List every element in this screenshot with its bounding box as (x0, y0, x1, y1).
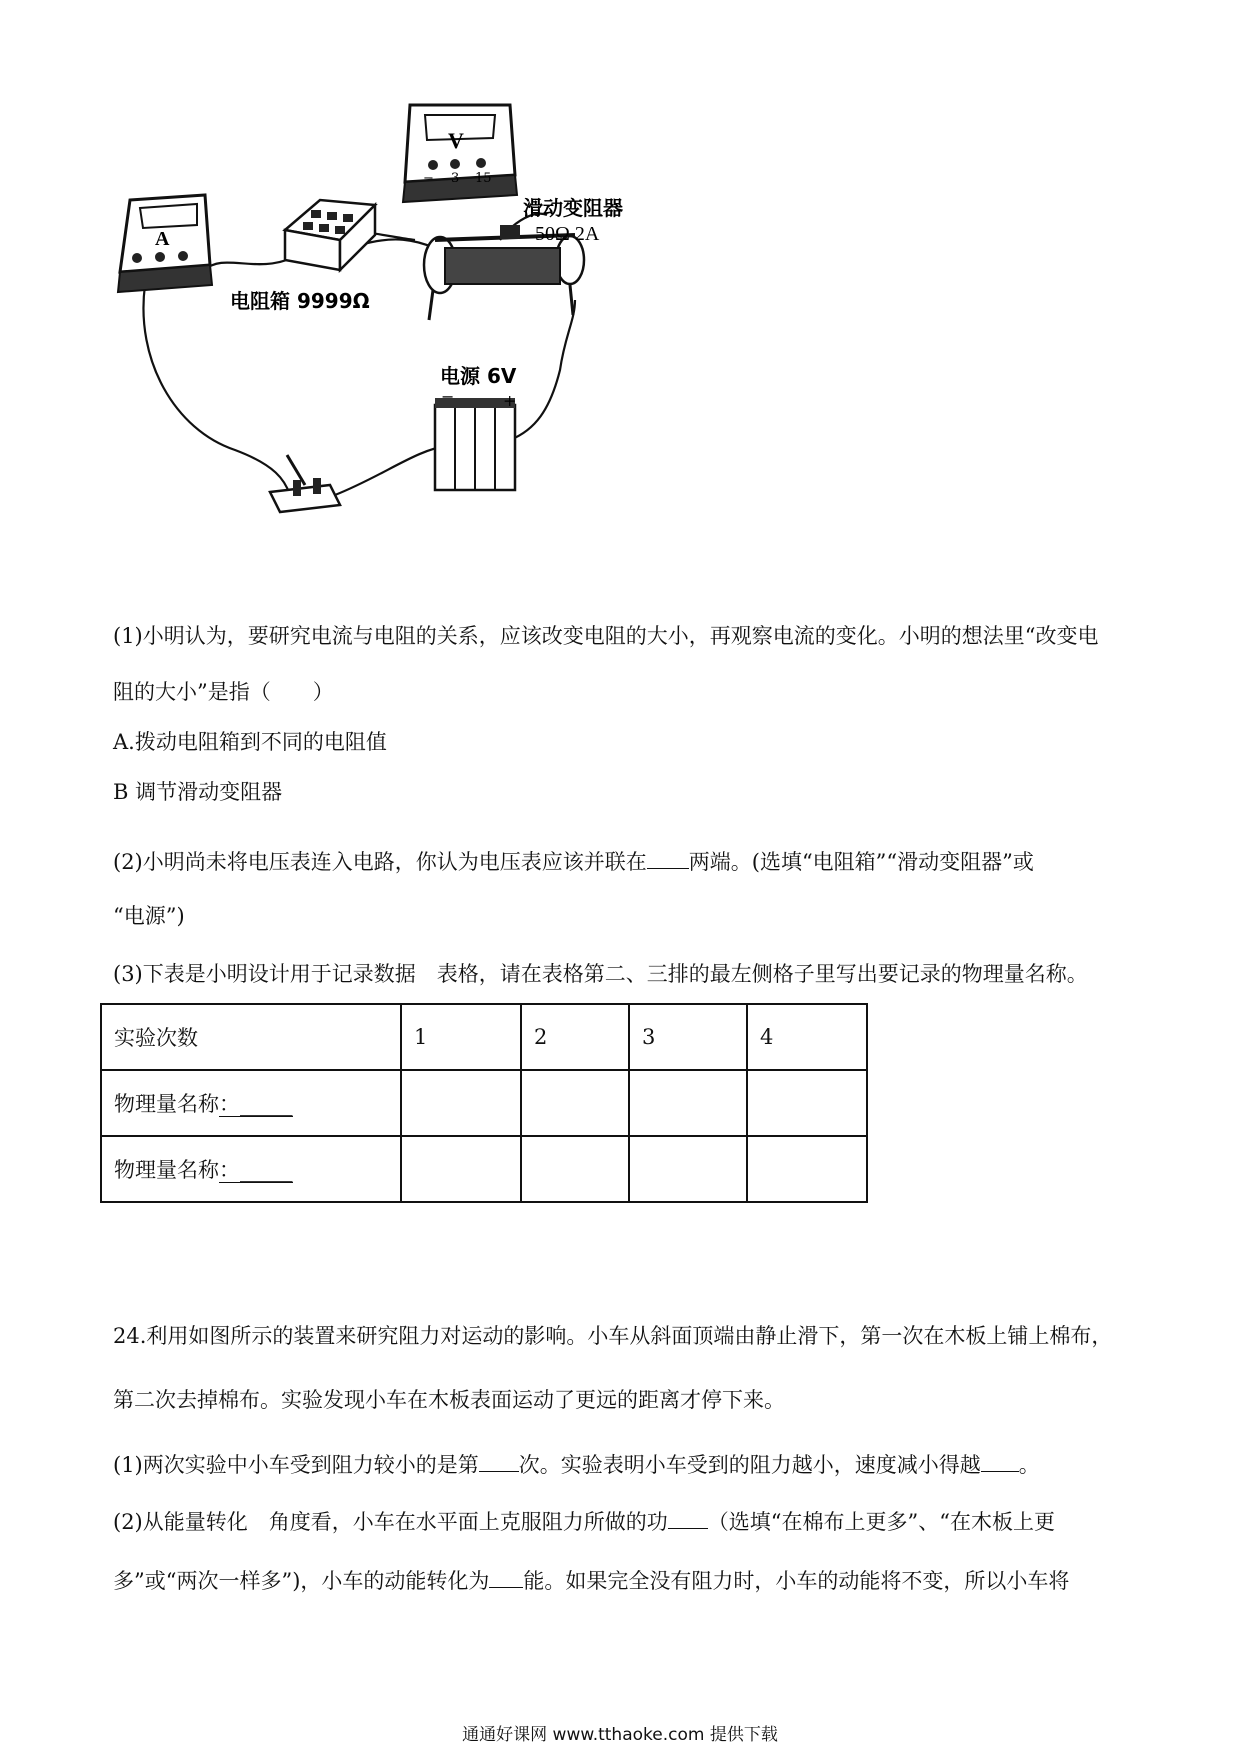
q23-part1-line1: (1)小明认为，要研究电流与电阻的关系，应该改变电阻的大小，再观察电流的变化。小明的想法里“改变电 (113, 624, 1099, 648)
power-label: 电源 6V (440, 364, 517, 388)
q24-part2-line1: (2)从能量转化 角度看，小车在水平面上克服阻力所做的功 （选填“在棉布上更多”、“在木板上更 (113, 1510, 1055, 1534)
voltmeter-symbol: V (448, 128, 464, 153)
table-row (101, 1004, 867, 1070)
table-row (101, 1136, 867, 1202)
knife-switch (270, 455, 340, 512)
ammeter (118, 195, 212, 292)
table-cell[interactable] (401, 1136, 521, 1202)
q23-part2-line2: “电源”) (113, 904, 185, 928)
answer-blank[interactable] (668, 1508, 708, 1529)
q23-part1-line2: 阻的大小”是指（ ） (113, 680, 334, 704)
table-cell[interactable] (747, 1136, 867, 1202)
answer-blank[interactable] (647, 848, 689, 869)
table-col-3: 3 (629, 1004, 747, 1070)
power-terminal-neg: − (441, 387, 455, 406)
q24-part2-line2: 多”或“两次一样多”)，小车的动能转化为 能。如果完全没有阻力时，小车的动能将不变，所以小车将 (113, 1569, 1070, 1593)
table-cell[interactable] (401, 1070, 521, 1136)
voltmeter-terminal-neg: − (423, 171, 434, 186)
table-row-label[interactable]: 物理量名称：_____ (101, 1070, 401, 1136)
voltmeter-terminal-3: 3 (451, 171, 460, 186)
answer-blank[interactable] (489, 1567, 523, 1588)
table-cell[interactable] (747, 1070, 867, 1136)
q23-part2-line1 (113, 848, 1034, 876)
voltmeter (403, 105, 517, 202)
table-col-2: 2 (521, 1004, 629, 1070)
table-header-label: 实验次数 (101, 1004, 401, 1070)
resistance-box-label: 电阻箱 9999Ω (230, 289, 370, 313)
table-cell[interactable] (629, 1136, 747, 1202)
q24-intro-line1: 24.利用如图所示的装置来研究阻力对运动的影响。小车从斜面顶端由静止滑下，第一次在木板上铺上棉布， (113, 1324, 1113, 1348)
q24-part1: (1)两次实验中小车受到阻力较小的是第 次。实验表明小车受到的阻力越小，速度减小得越 。 (113, 1453, 1040, 1477)
circuit-diagram (115, 100, 725, 545)
page-footer: 通通好课网 www.tthaoke.com 提供下载 (462, 1725, 778, 1745)
rheostat-rating: 50Ω 2A (535, 223, 600, 245)
table-cell[interactable] (521, 1070, 629, 1136)
power-terminal-pos: + (503, 391, 517, 410)
resistance-box (285, 200, 375, 270)
answer-blank[interactable] (981, 1451, 1019, 1472)
voltmeter-terminal-15: 15 (475, 171, 492, 186)
ammeter-symbol: A (155, 228, 170, 250)
table-row-label[interactable]: 物理量名称：_____ (101, 1136, 401, 1202)
table-cell[interactable] (629, 1070, 747, 1136)
q23-option-a: A.拨动电阻箱到不同的电阻值 (113, 730, 387, 754)
rheostat-label: 滑动变阻器 (523, 196, 623, 220)
q23-part2-text-b: 两端。(选填“电阻箱”“滑动变阻器”或 (688, 850, 1034, 874)
power-source (435, 398, 515, 490)
q24-intro-line2: 第二次去掉棉布。实验发现小车在木板表面运动了更远的距离才停下来。 (113, 1388, 785, 1412)
table-col-4: 4 (747, 1004, 867, 1070)
data-record-table (100, 1003, 868, 1203)
q23-part3: (3)下表是小明设计用于记录数据 表格，请在表格第二、三排的最左侧格子里写出要记录的物理量名称。 (113, 962, 1088, 986)
q23-option-b: B 调节滑动变阻器 (113, 780, 283, 804)
table-row (101, 1070, 867, 1136)
table-col-1: 1 (401, 1004, 521, 1070)
answer-blank[interactable] (479, 1451, 519, 1472)
q23-part2-text-a: (2)小明尚未将电压表连入电路，你认为电压表应该并联在 (113, 850, 647, 874)
table-cell[interactable] (521, 1136, 629, 1202)
